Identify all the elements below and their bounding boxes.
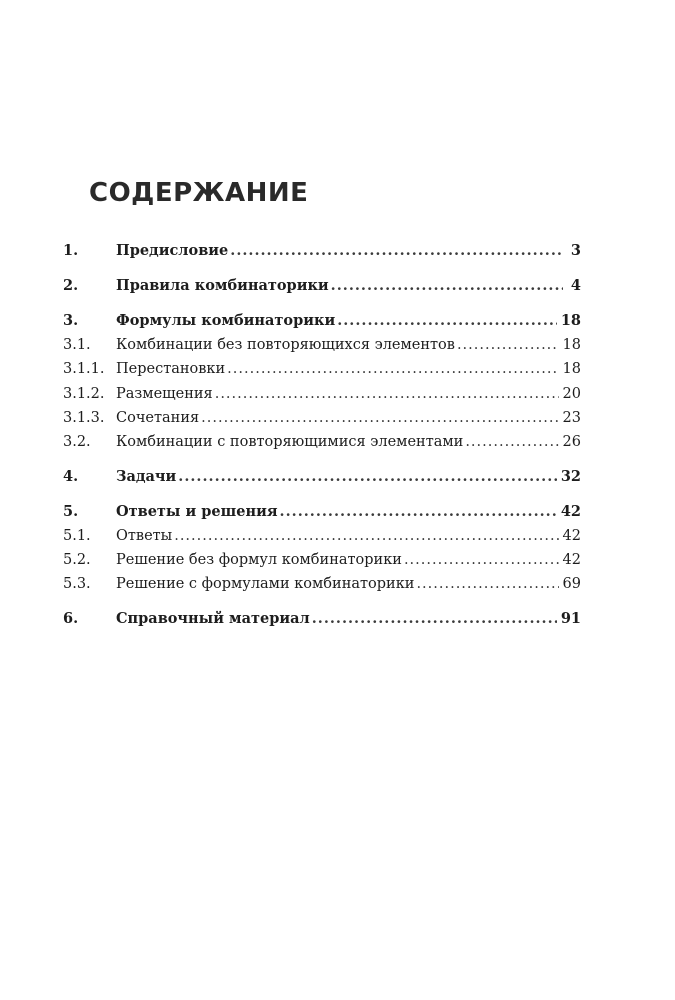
toc-entry-5-3[interactable] (63, 572, 581, 596)
toc-dot-leader (174, 524, 558, 548)
toc-entry-title: Размещения (116, 386, 213, 402)
toc-entry-3-1[interactable] (63, 333, 581, 357)
toc-entry-number: 3.1. (63, 337, 91, 353)
toc-dot-leader (201, 406, 558, 430)
toc-dot-leader (331, 274, 563, 298)
toc-entry-title: Задачи (116, 468, 177, 485)
toc-entry-page: 20 (562, 386, 581, 402)
toc-entry-3-1-3[interactable] (63, 406, 581, 430)
toc-entry-number: 3.1.2. (63, 386, 105, 402)
toc-entry-page: 32 (560, 468, 581, 485)
toc-dot-leader (457, 333, 559, 357)
toc-entry-page: 18 (562, 337, 581, 353)
toc-entry-page: 42 (562, 552, 581, 568)
toc-entry-5[interactable] (63, 500, 581, 524)
toc-entry-page: 69 (562, 576, 581, 592)
toc-entry-title: Сочетания (116, 410, 200, 426)
toc-entry-5-1[interactable] (63, 524, 581, 548)
toc-entry-page: 23 (562, 410, 581, 426)
toc-entry-3[interactable] (63, 309, 581, 333)
toc-dot-leader (465, 430, 558, 454)
toc-entry-4[interactable] (63, 465, 581, 489)
toc-entry-page: 18 (560, 312, 581, 329)
toc-entry-title: Ответы и решения (116, 503, 278, 520)
toc-entry-number: 6. (63, 610, 79, 627)
toc-entry-number: 5. (63, 503, 79, 520)
toc-dot-leader (178, 465, 557, 489)
toc-entry-3-1-2[interactable] (63, 382, 581, 406)
toc-entry-title: Правила комбинаторики (116, 277, 329, 294)
toc-entry-3-2[interactable] (63, 430, 581, 454)
toc-entry-title: Перестановки (116, 361, 226, 377)
toc-entry-3-1-1[interactable] (63, 357, 581, 381)
toc-entry-number: 3.1.1. (63, 361, 105, 377)
toc-entry-title: Комбинации с повторяющимися элементами (116, 434, 464, 450)
toc-entry-title: Справочный материал (116, 610, 310, 627)
page-title: СОДЕРЖАНИЕ (89, 178, 309, 208)
toc-entry-title: Ответы (116, 528, 173, 544)
toc-entry-page: 42 (560, 503, 581, 520)
toc-entry-number: 3.2. (63, 434, 91, 450)
toc-entry-title: Решение с формулами комбинаторики (116, 576, 415, 592)
toc-entry-number: 2. (63, 277, 79, 294)
toc-entry-page: 26 (562, 434, 581, 450)
toc-dot-leader (227, 357, 558, 381)
toc-entry-page: 3 (570, 242, 581, 259)
toc-dot-leader (416, 572, 558, 596)
toc-entry-number: 4. (63, 468, 79, 485)
toc-dot-leader (404, 548, 559, 572)
toc-entry-title: Формулы комбинаторики (116, 312, 336, 329)
toc-entry-2[interactable] (63, 274, 581, 298)
toc-entry-page: 4 (570, 277, 581, 294)
toc-entry-page: 18 (562, 361, 581, 377)
toc-dot-leader (312, 607, 557, 631)
toc-dot-leader (215, 382, 559, 406)
toc-dot-leader (337, 309, 557, 333)
toc-entry-title: Предисловие (116, 242, 229, 259)
toc-dot-leader (230, 239, 563, 263)
toc-entry-1[interactable] (63, 239, 581, 263)
toc-entry-number: 5.1. (63, 528, 91, 544)
toc-entry-page: 91 (560, 610, 581, 627)
toc-entry-number: 1. (63, 242, 79, 259)
toc-entry-number: 5.2. (63, 552, 91, 568)
toc-entry-title: Комбинации без повторяющихся элементов (116, 337, 455, 353)
toc-entry-number: 3. (63, 312, 79, 329)
toc-entry-title: Решение без формул комбинаторики (116, 552, 402, 568)
toc-entry-number: 3.1.3. (63, 410, 105, 426)
toc-entry-6[interactable] (63, 607, 581, 631)
toc-entry-number: 5.3. (63, 576, 91, 592)
toc-dot-leader (280, 500, 557, 524)
toc-entry-5-2[interactable] (63, 548, 581, 572)
toc-entry-page: 42 (562, 528, 581, 544)
